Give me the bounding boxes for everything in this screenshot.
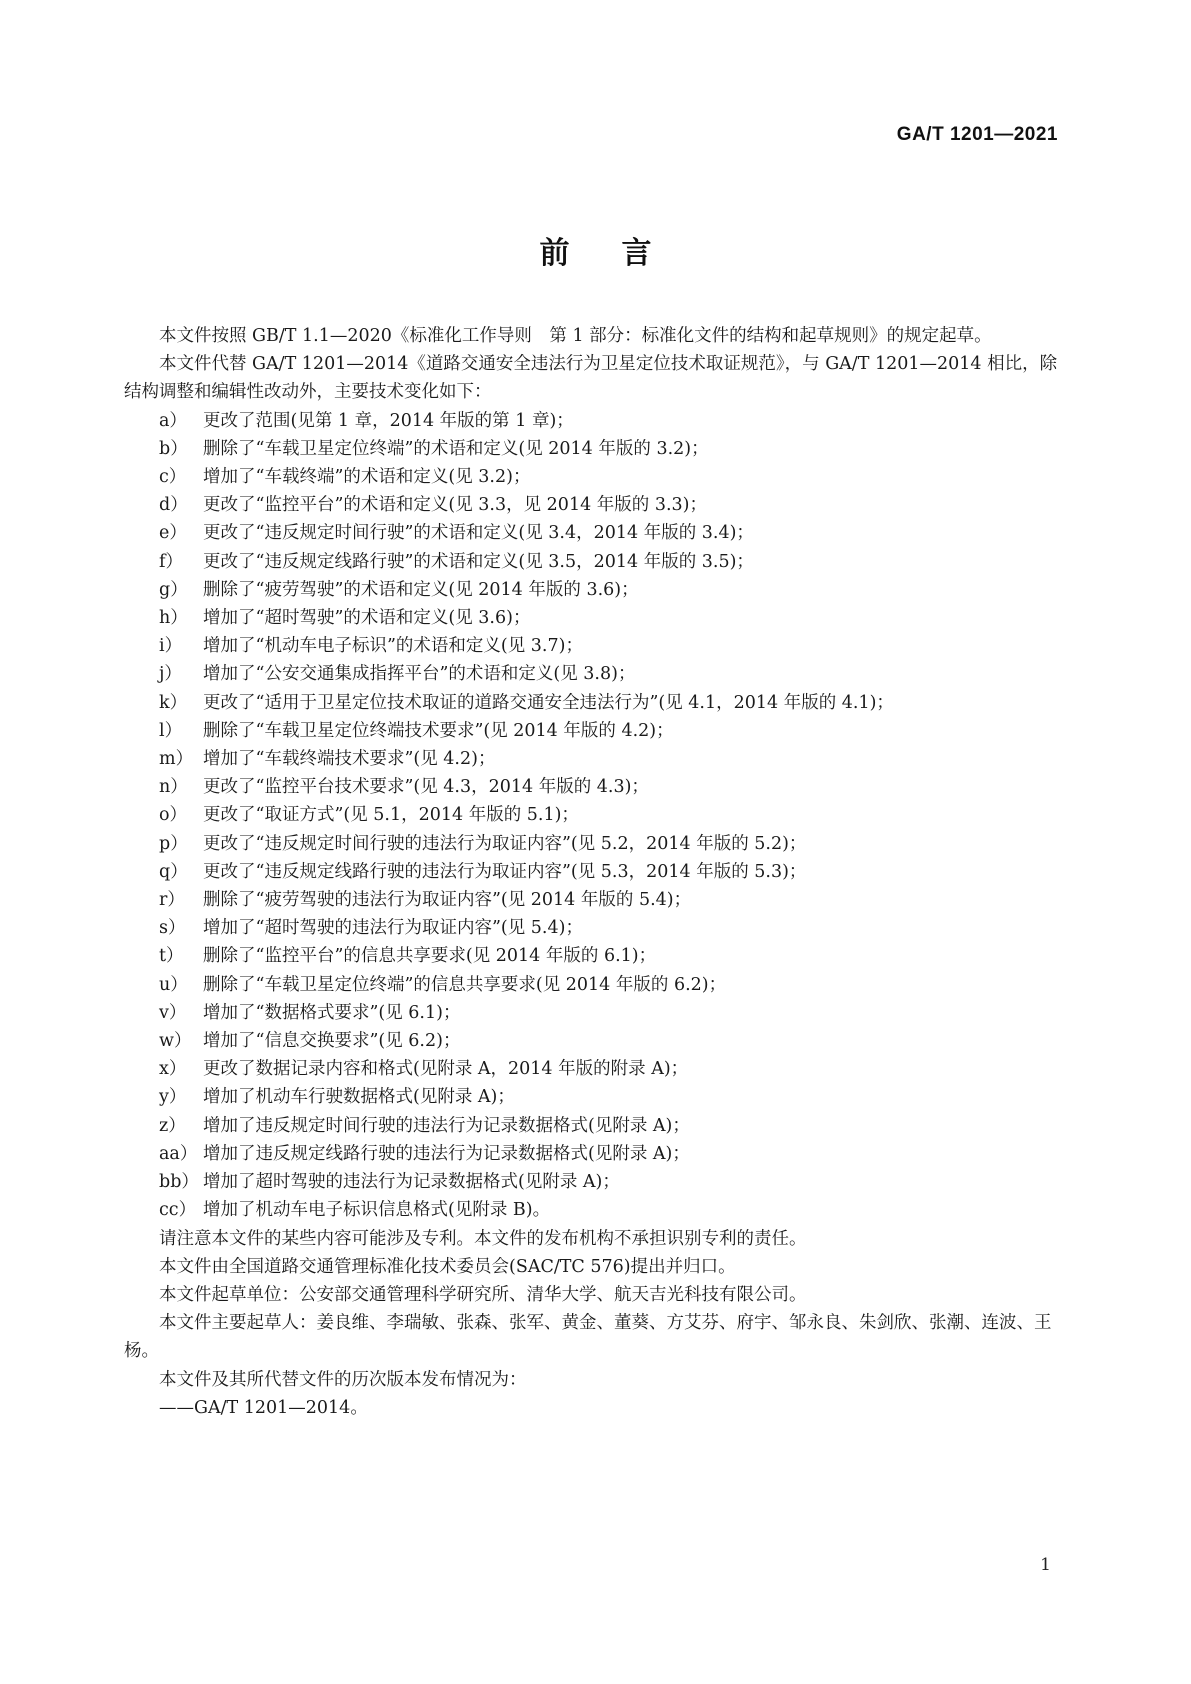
list-item [124, 1055, 1067, 1083]
drafters: 本文件主要起草人：姜良维、李瑞敏、张森、张军、黄金、董葵、方艾芬、府宇、邹永良、朱剑欣、张潮、连波、王杨。 [124, 1313, 1052, 1362]
list-marker: v） [159, 1002, 187, 1023]
patent-notice: 请注意本文件的某些内容可能涉及专利。本文件的发布机构不承担识别专利的责任。 [159, 1228, 807, 1249]
list-item [124, 491, 1067, 519]
list-marker: c） [159, 467, 187, 488]
list-marker: i） [159, 636, 183, 657]
list-item-text: 更改了“监控平台技术要求”(见 4.3，2014 年版的 4.3)； [203, 777, 649, 798]
list-item [124, 1083, 1067, 1111]
intro-paragraph: 本文件代替 GA/T 1201—2014《道路交通安全违法行为卫星定位技术取证规范》，与 GA/T 1201—2014 相比，除结构调整和编辑性改动外，主要技术变化如下： [124, 354, 1058, 403]
list-item-text: 更改了“违反规定时间行驶”的术语和定义(见 3.4，2014 年版的 3.4)； [203, 523, 754, 544]
list-item [124, 689, 1067, 717]
list-item-text: 增加了“超时驾驶的违法行为取证内容”(见 5.4)； [203, 918, 583, 939]
list-item-text: 增加了“机动车电子标识”的术语和定义(见 3.7)； [203, 636, 583, 657]
list-item [124, 886, 1067, 914]
list-item [124, 632, 1067, 660]
list-item-text: 删除了“监控平台”的信息共享要求(见 2014 年版的 6.1)； [203, 946, 657, 967]
list-item-text: 更改了“违反规定线路行驶”的术语和定义(见 3.5，2014 年版的 3.5)； [203, 551, 754, 572]
list-marker: b） [159, 438, 188, 459]
list-item-text: 增加了违反规定线路行驶的违法行为记录数据格式(见附录 A)； [203, 1143, 690, 1164]
list-marker: e） [159, 523, 187, 544]
list-marker: j） [159, 664, 182, 685]
list-item [124, 942, 1067, 970]
list-marker: y） [159, 1087, 187, 1108]
intro-paragraph: 本文件按照 GB/T 1.1—2020《标准化工作导则 第 1 部分：标准化文件的结构和起草规则》的规定起草。 [159, 326, 992, 346]
list-item-text: 删除了“车载卫星定位终端”的信息共享要求(见 2014 年版的 6.2)； [203, 974, 727, 995]
list-item-text: 增加了“信息交换要求”(见 6.2)； [203, 1031, 461, 1052]
list-marker: k） [159, 692, 188, 713]
list-item [124, 971, 1067, 999]
list-item-text: 删除了“车载卫星定位终端”的术语和定义(见 2014 年版的 3.2)； [203, 438, 709, 459]
list-marker: t） [159, 946, 184, 967]
list-item [124, 519, 1067, 547]
list-marker: h） [159, 608, 188, 629]
title-char-1: 前 [539, 236, 570, 271]
list-item-text: 增加了超时驾驶的违法行为记录数据格式(见附录 A)； [203, 1172, 620, 1193]
list-marker: aa） [159, 1143, 198, 1164]
list-item [124, 407, 1067, 435]
list-item [124, 1168, 1067, 1196]
list-marker: d） [159, 495, 188, 516]
list-marker: n） [159, 777, 188, 798]
list-item-text: 增加了违反规定时间行驶的违法行为记录数据格式(见附录 A)； [203, 1115, 690, 1136]
list-item-text: 更改了“适用于卫星定位技术取证的道路交通安全违法行为”(见 4.1，2014 年版的 4.1)； [203, 692, 894, 713]
list-item-text: 更改了数据记录内容和格式(见附录 A，2014 年版的附录 A)； [203, 1059, 689, 1080]
list-item [124, 604, 1067, 632]
list-item-text: 删除了“疲劳驾驶的违法行为取证内容”(见 2014 年版的 5.4)； [203, 890, 692, 911]
title-char-2: 言 [621, 236, 652, 271]
list-item [124, 801, 1067, 829]
list-item [124, 1140, 1067, 1168]
list-item [124, 999, 1067, 1027]
list-marker: s） [159, 918, 186, 939]
list-item-text: 增加了“车载终端”的术语和定义(见 3.2)； [203, 467, 531, 488]
list-marker: p） [159, 833, 188, 854]
list-item [124, 660, 1067, 688]
list-item [124, 435, 1067, 463]
list-marker: x） [159, 1059, 187, 1080]
list-item [124, 1027, 1067, 1055]
foreword-body [124, 322, 1067, 1422]
list-marker: g） [159, 579, 188, 600]
list-item-text: 更改了“违反规定线路行驶的违法行为取证内容”(见 5.3，2014 年版的 5.3)； [203, 861, 807, 882]
page-title [0, 228, 1191, 272]
list-marker: q） [159, 861, 188, 882]
list-item-text: 更改了“取证方式”(见 5.1，2014 年版的 5.1)； [203, 805, 579, 826]
list-item [124, 745, 1067, 773]
list-marker: cc） [159, 1200, 197, 1221]
list-marker: m） [159, 749, 194, 770]
list-item-text: 增加了“车载终端技术要求”(见 4.2)； [203, 749, 496, 770]
list-marker: u） [159, 974, 188, 995]
list-item-text: 增加了机动车电子标识信息格式(见附录 B)。 [203, 1200, 551, 1221]
list-marker: r） [159, 890, 185, 911]
list-marker: l） [159, 720, 183, 741]
list-item-text: 增加了“公安交通集成指挥平台”的术语和定义(见 3.8)； [203, 664, 636, 685]
proposer-statement: 本文件由全国道路交通管理标准化技术委员会(SAC/TC 576)提出并归口。 [159, 1256, 736, 1277]
list-item-text: 更改了范围(见第 1 章，2014 年版的第 1 章)； [203, 410, 574, 431]
list-marker: w） [159, 1031, 192, 1052]
list-item-text: 删除了“车载卫星定位终端技术要求”(见 2014 年版的 4.2)； [203, 720, 674, 741]
list-item-text: 增加了机动车行驶数据格式(见附录 A)； [203, 1087, 515, 1108]
list-item [124, 830, 1067, 858]
version-history-intro: 本文件及其所代替文件的历次版本发布情况为： [159, 1369, 527, 1390]
drafting-organizations: 本文件起草单位：公安部交通管理科学研究所、清华大学、航天吉光科技有限公司。 [159, 1284, 807, 1305]
list-item-text: 增加了“数据格式要求”(见 6.1)； [203, 1002, 461, 1023]
list-item [124, 717, 1067, 745]
list-item-text: 删除了“疲劳驾驶”的术语和定义(见 2014 年版的 3.6)； [203, 579, 639, 600]
list-marker: a） [159, 410, 187, 431]
list-item [124, 914, 1067, 942]
list-item-text: 更改了“监控平台”的术语和定义(见 3.3，见 2014 年版的 3.3)； [203, 495, 707, 516]
list-item [124, 463, 1067, 491]
list-marker: z） [159, 1115, 186, 1136]
version-history-item: ——GA/T 1201—2014。 [159, 1397, 368, 1418]
list-item [124, 1196, 1067, 1224]
list-item-text: 更改了“违反规定时间行驶的违法行为取证内容”(见 5.2，2014 年版的 5.2)； [203, 833, 807, 854]
list-item [124, 858, 1067, 886]
list-marker: f） [159, 551, 183, 572]
standard-code: GA/T 1201—2021 [896, 124, 1058, 145]
list-marker: bb） [159, 1172, 199, 1193]
list-marker: o） [159, 805, 188, 826]
list-item [124, 576, 1067, 604]
list-item [124, 1112, 1067, 1140]
list-item-text: 增加了“超时驾驶”的术语和定义(见 3.6)； [203, 608, 531, 629]
page-number: 1 [1040, 1555, 1051, 1575]
list-item [124, 773, 1067, 801]
technical-changes-list [124, 407, 1067, 1225]
list-item [124, 548, 1067, 576]
